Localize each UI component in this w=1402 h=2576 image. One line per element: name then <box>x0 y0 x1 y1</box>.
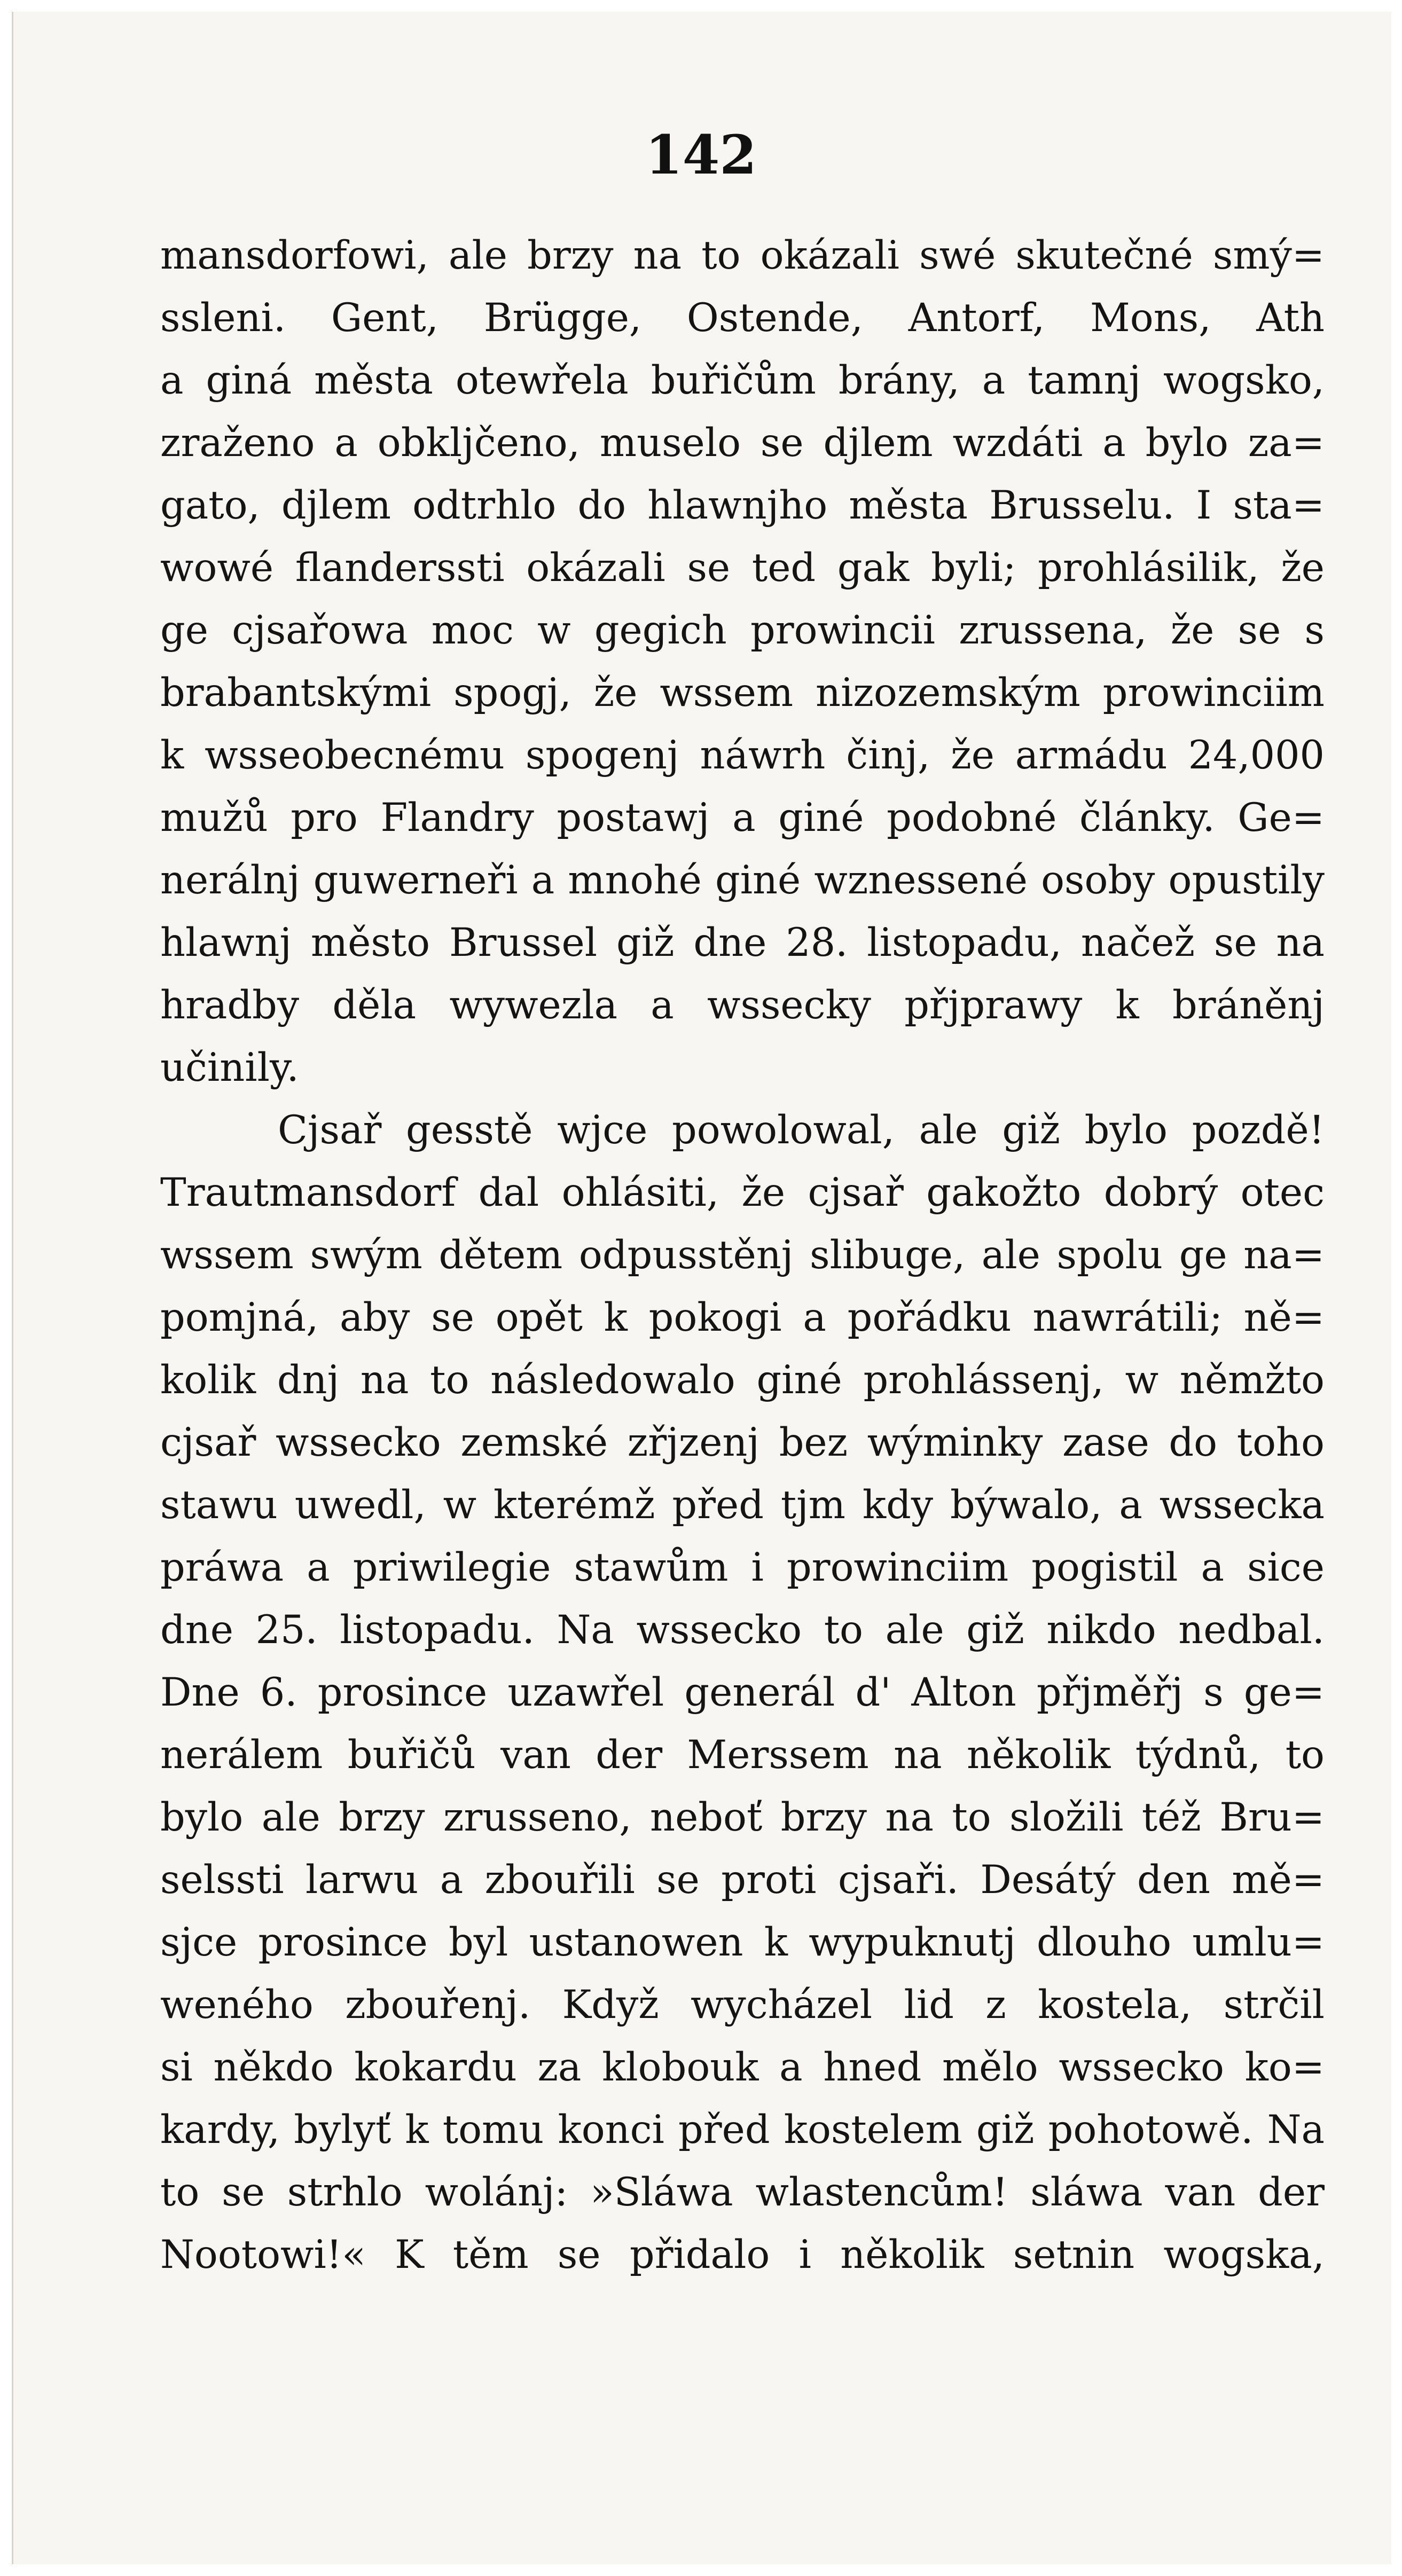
text-line: bylo ale brzy zrusseno, neboť brzy na to složili též Bru= <box>160 1795 1325 1840</box>
text-line: učinily. <box>160 1045 299 1090</box>
text-line: kolik dnj na to následowalo giné prohlássenj, w němžto <box>160 1357 1325 1403</box>
text-line: hradby děla wywezla a wssecky přjprawy k bráněnj <box>160 983 1325 1028</box>
text-line: a giná města otewřela buřičům brány, a tamnj wogsko, <box>160 358 1325 403</box>
body-text <box>160 224 1325 2286</box>
text-line: selssti larwu a zbouřili se proti cjsaři. Desátý den mě= <box>160 1857 1325 1903</box>
text-line: si někdo kokardu za klobouk a hned mělo wssecko ko= <box>160 2045 1325 2090</box>
page-number: 142 <box>645 123 757 186</box>
text-line: mansdorfowi, ale brzy na to okázali swé skutečné smý= <box>160 233 1325 278</box>
text-line: mužů pro Flandry postawj a giné podobné články. Ge= <box>160 795 1325 841</box>
text-line: Dne 6. prosince uzawřel generál d' Alton přjměřj s ge= <box>160 1670 1325 1715</box>
text-line: kardy, bylyť k tomu konci před kostelem giž pohotowě. Na <box>160 2107 1325 2153</box>
text-line: Trautmansdorf dal ohlásiti, že cjsař gakožto dobrý otec <box>160 1170 1325 1215</box>
paragraph-start-line: Cjsař gesstě wjce powolowal, ale giž bylo pozdě! <box>278 1108 1325 1153</box>
text-line: ge cjsařowa moc w gegich prowincii zrussena, že se s <box>160 608 1325 653</box>
text-line: wssem swým dětem odpusstěnj slibuge, ale spolu ge na= <box>160 1232 1325 1278</box>
text-line: nerálem buřičů van der Merssem na několik týdnů, to <box>160 1732 1325 1778</box>
text-line: zraženo a obkljčeno, muselo se djlem wzdáti a bylo za= <box>160 420 1325 466</box>
text-line: weného zbouřenj. Když wycházel lid z kostela, strčil <box>160 1982 1325 2028</box>
text-line: brabantskými spogj, že wssem nizozemským prowinciim <box>160 670 1325 716</box>
text-line: nerálnj guwerneři a mnohé giné wznessené osoby opustily <box>160 858 1325 903</box>
text-line: pomjná, aby se opět k pokogi a pořádku nawrátili; ně= <box>160 1295 1325 1340</box>
text-line: hlawnj město Brussel giž dne 28. listopadu, načež se na <box>160 920 1325 965</box>
text-line: sjce prosince byl ustanowen k wypuknutj dlouho umlu= <box>160 1920 1325 1965</box>
text-line: ssleni. Gent, Brügge, Ostende, Antorf, Mons, Ath <box>160 295 1325 341</box>
text-line: Nootowi!« K těm se přidalo i několik setnin wogska, <box>160 2232 1325 2277</box>
text-line: k wsseobecnému spogenj náwrh činj, že armádu 24,000 <box>160 733 1325 778</box>
text-line: to se strhlo wolánj: »Sláwa wlastencům! sláwa van der <box>160 2170 1325 2215</box>
text-line: wowé flanderssti okázali se ted gak byli; prohlásilik, že <box>160 545 1325 591</box>
text-line: gato, djlem odtrhlo do hlawnjho města Brusselu. I sta= <box>160 483 1325 528</box>
text-line: práwa a priwilegie stawům i prowinciim pogistil a sice <box>160 1545 1325 1590</box>
text-line: stawu uwedl, w kterémž před tjm kdy býwalo, a wssecka <box>160 1482 1325 1528</box>
text-line: cjsař wssecko zemské zřjzenj bez wýminky zase do toho <box>160 1420 1325 1465</box>
text-line: dne 25. listopadu. Na wssecko to ale giž nikdo nedbal. <box>160 1607 1325 1653</box>
